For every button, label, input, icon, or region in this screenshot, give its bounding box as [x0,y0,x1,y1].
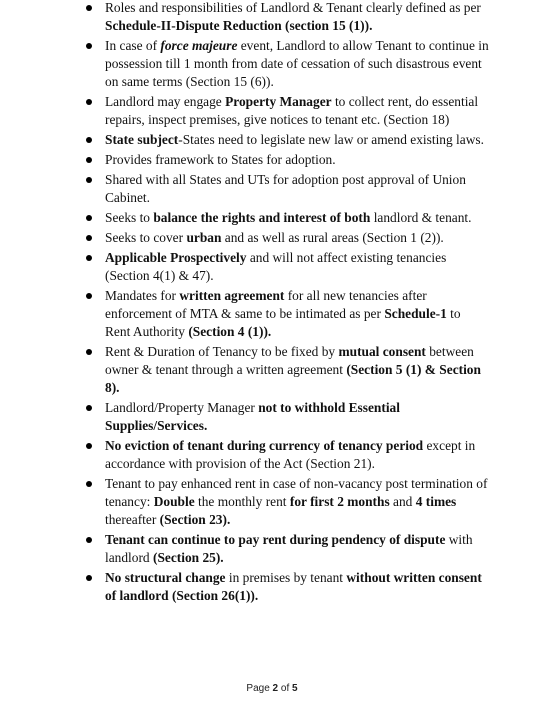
bold-text: No structural change [105,570,226,585]
bold-text: urban [186,230,222,245]
list-item [105,343,489,397]
text-run: except in accordance with provision of the Act (Section 21). [105,438,476,471]
bullet-icon [86,443,92,449]
bullet-icon [86,481,92,487]
list-item [105,437,489,473]
list-item [105,37,489,91]
text-run: event, Landlord to allow Tenant to continue in possession till 1 month from date of cessation of such disastrous event on same terms (Section 15 (6)). [105,38,489,89]
page-footer [0,683,544,694]
bullet-icon [86,177,92,183]
text-run: the monthly rent [194,494,290,509]
list-item [105,569,489,605]
bold-text: Double [153,494,195,509]
footer-separator: of [278,683,293,694]
list-item [105,475,489,529]
text-run: Seeks to cover [105,230,187,245]
bold-text: Property Manager [225,94,332,109]
text-run: and as well as rural areas (Section 1 (2)). [221,230,444,245]
list-item [105,131,489,149]
bullet-icon [86,43,92,49]
bullet-icon [86,293,92,299]
bold-text: State subject [105,132,179,147]
list-item [105,287,489,341]
text-run: for all new tenancies after enforcement of MTA & same to be intimated as per [105,288,427,321]
list-item [105,399,489,435]
bold-text: balance the rights and interest of both [153,210,371,225]
list-item [105,531,489,567]
text-run: Roles and responsibilities of Landlord & Tenant clearly defined as per [105,0,481,15]
text-run: In case of [105,38,161,53]
text-run: between owner & tenant through a written agreement [105,344,474,377]
list-item [105,0,489,35]
bold-text: Applicable Prospectively [105,250,247,265]
text-run: Seeks to [105,210,154,225]
bullet-icon [86,5,92,11]
list-item [105,151,489,169]
bold-text: 4 times [415,494,457,509]
text-run: to collect rent, do essential repairs, inspect premises, give notices to tenant etc. (Section 18) [105,94,479,127]
list-item [105,93,489,129]
bold-text: No eviction of tenant during currency of tenancy period [105,438,424,453]
text-run: Landlord/Property Manager [105,400,259,415]
bullet-icon [86,405,92,411]
bullet-icon [86,349,92,355]
text-run: with landlord [105,532,473,565]
text-run: Mandates for [105,288,180,303]
bullet-icon [86,537,92,543]
list-item [105,229,489,247]
text-run: Landlord may engage [105,94,226,109]
text-run: and [389,494,416,509]
bullet-list [105,0,489,607]
bold-text: without written consent of landlord (Section 26(1)). [105,570,482,603]
list-item [105,171,489,207]
text-run: and will not affect existing tenancies (Section 4(1) & 47). [105,250,447,283]
footer-current-page: 2 [272,683,279,694]
text-run: Provides framework to States for adoption. [105,152,336,167]
text-run: -States need to legislate new law or amend existing laws. [178,132,484,147]
bold-text: for first 2 months [289,494,390,509]
list-item [105,209,489,227]
bullet-icon [86,99,92,105]
bold-text: Schedule-1 [384,306,447,321]
bold-text: (Section 4 (1)). [188,324,272,339]
text-run: thereafter [105,512,160,527]
list-item [105,249,489,285]
text-run: Tenant to pay enhanced rent in case of non-vacancy post termination of tenancy: [105,476,488,509]
bullet-icon [86,235,92,241]
text-run: Shared with all States and UTs for adoption post approval of Union Cabinet. [105,172,466,205]
text-run: to Rent Authority [105,306,461,339]
bold-text: force majeure [160,38,238,53]
bold-text: (Section 5 (1) & Section 8). [105,362,481,395]
footer-prefix: Page [246,683,273,694]
bold-text: not to withhold Essential Supplies/Services. [105,400,400,433]
bullet-icon [86,255,92,261]
bold-text: mutual consent [338,344,426,359]
bullet-icon [86,157,92,163]
text-run: landlord & tenant. [370,210,472,225]
bullet-icon [86,215,92,221]
bullet-icon [86,137,92,143]
bold-text: Schedule-II-Dispute Reduction (section 15 (1)). [105,18,373,33]
bullet-icon [86,575,92,581]
bold-text: written agreement [179,288,285,303]
bold-text: Tenant can continue to pay rent during pendency of dispute [105,532,446,547]
bold-text: (Section 25). [152,550,224,565]
text-run: in premises by tenant [225,570,347,585]
text-run: Rent & Duration of Tenancy to be fixed by [105,344,339,359]
bold-text: (Section 23). [159,512,231,527]
footer-total-pages: 5 [292,683,298,694]
